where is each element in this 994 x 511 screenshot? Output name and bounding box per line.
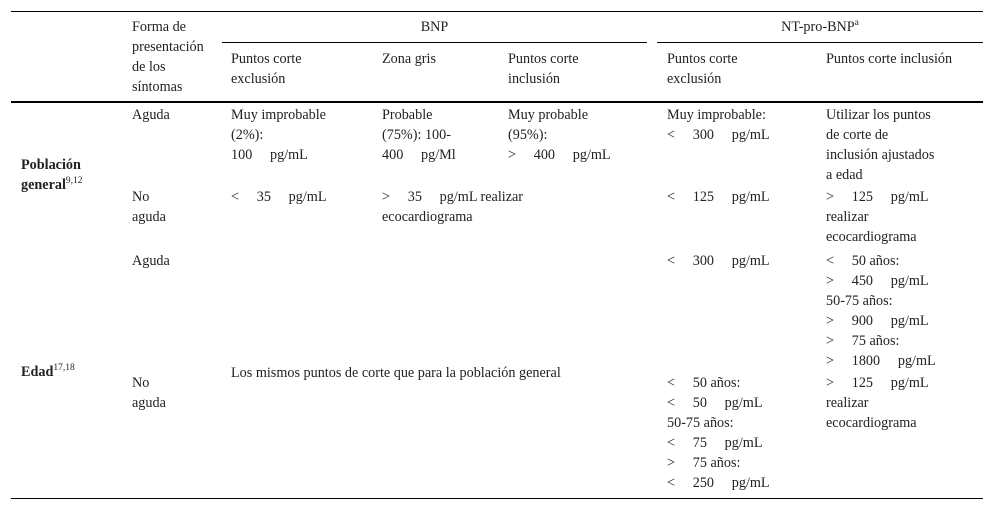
edad-aguda-nt-inclusion-6: > 1800 pg/mL bbox=[826, 353, 936, 369]
poblacion-no-aguda-nt-exclusion: < 125 pg/mL bbox=[667, 189, 770, 205]
edad-no-aguda-forma-1: No bbox=[132, 375, 150, 391]
poblacion-aguda-bnp-exclusion-2: (2%): bbox=[231, 127, 264, 143]
edad-no-aguda-forma-2: aguda bbox=[132, 395, 166, 411]
edad-aguda-nt-exclusion: < 300 pg/mL bbox=[667, 253, 770, 269]
bnp-group-rule bbox=[222, 42, 647, 43]
header-bnp-inclusion-line-1: Puntos corte bbox=[508, 51, 579, 67]
poblacion-no-aguda-bnp-exclusion: < 35 pg/mL bbox=[231, 189, 327, 205]
header-bnp-zona-gris: Zona gris bbox=[382, 51, 436, 67]
edad-aguda-nt-inclusion-5: > 75 años: bbox=[826, 333, 900, 349]
poblacion-no-aguda-bnp-zona-gris-1: > 35 pg/mL realizar bbox=[382, 189, 524, 205]
poblacion-no-aguda-nt-inclusion-1: > 125 pg/mL bbox=[826, 189, 929, 205]
header-forma-line-1: Forma de bbox=[132, 19, 186, 35]
poblacion-aguda-bnp-inclusion-1: Muy probable bbox=[508, 107, 588, 123]
header-nt-exclusion-line-2: exclusión bbox=[667, 71, 722, 87]
poblacion-no-aguda-forma-2: aguda bbox=[132, 209, 166, 225]
edad-no-aguda-nt-exclusion-4: < 75 pg/mL bbox=[667, 435, 763, 451]
row-label-edad-text: Edad bbox=[21, 364, 54, 380]
header-nt-inclusion: Puntos corte inclusión bbox=[826, 51, 953, 67]
poblacion-aguda-nt-exclusion-2: < 300 pg/mL bbox=[667, 127, 770, 143]
poblacion-aguda-nt-inclusion-1: Utilizar los puntos bbox=[826, 107, 931, 123]
poblacion-aguda-bnp-inclusion-3: > 400 pg/mL bbox=[508, 147, 611, 163]
row-label-poblacion-line-1: Población bbox=[21, 157, 81, 173]
header-bnp-exclusion-line-2: exclusión bbox=[231, 71, 286, 87]
poblacion-aguda-bnp-zona-gris-3: 400 pg/Ml bbox=[382, 147, 456, 163]
top-rule bbox=[11, 11, 983, 12]
edad-no-aguda-nt-inclusion-2: realizar bbox=[826, 395, 869, 411]
header-bnp-exclusion-line-1: Puntos corte bbox=[231, 51, 302, 67]
ntprobnp-group-rule bbox=[657, 42, 983, 43]
poblacion-aguda-forma: Aguda bbox=[132, 107, 170, 123]
row-label-poblacion-refs: 9,12 bbox=[65, 176, 83, 186]
edad-aguda-nt-inclusion-2: > 450 pg/mL bbox=[826, 273, 929, 289]
row-label-edad bbox=[21, 362, 75, 382]
header-nt-exclusion-line-1: Puntos corte bbox=[667, 51, 738, 67]
edad-no-aguda-nt-exclusion-3: 50-75 años: bbox=[667, 415, 734, 431]
edad-no-aguda-nt-inclusion-1: > 125 pg/mL bbox=[826, 375, 929, 391]
poblacion-aguda-nt-inclusion-2: de corte de bbox=[826, 127, 889, 143]
edad-no-aguda-nt-exclusion-1: < 50 años: bbox=[667, 375, 741, 391]
edad-no-aguda-nt-inclusion-3: ecocardiograma bbox=[826, 415, 917, 431]
poblacion-aguda-nt-exclusion-1: Muy improbable: bbox=[667, 107, 766, 123]
edad-aguda-forma: Aguda bbox=[132, 253, 170, 269]
edad-aguda-nt-inclusion-1: < 50 años: bbox=[826, 253, 900, 269]
edad-no-aguda-nt-exclusion-6: < 250 pg/mL bbox=[667, 475, 770, 491]
edad-no-aguda-nt-exclusion-2: < 50 pg/mL bbox=[667, 395, 763, 411]
poblacion-aguda-bnp-zona-gris-1: Probable bbox=[382, 107, 433, 123]
poblacion-no-aguda-nt-inclusion-2: realizar bbox=[826, 209, 869, 225]
row-label-edad-refs: 17,18 bbox=[53, 363, 75, 373]
header-forma-line-2: presentación bbox=[132, 39, 204, 55]
edad-no-aguda-nt-exclusion-5: > 75 años: bbox=[667, 455, 741, 471]
header-ntprobnp-footnote: a bbox=[854, 18, 859, 28]
row-label-poblacion-text: general bbox=[21, 177, 66, 193]
header-bnp-inclusion-line-2: inclusión bbox=[508, 71, 561, 87]
row-label-poblacion-line-2 bbox=[21, 175, 83, 195]
header-ntprobnp bbox=[657, 17, 983, 37]
header-forma-line-3: de los bbox=[132, 59, 166, 75]
header-ntprobnp-text: NT-pro-BNP bbox=[781, 19, 855, 35]
poblacion-aguda-bnp-zona-gris-2: (75%): 100- bbox=[382, 127, 451, 143]
header-forma-line-4: síntomas bbox=[132, 79, 183, 95]
poblacion-no-aguda-nt-inclusion-3: ecocardiograma bbox=[826, 229, 917, 245]
poblacion-aguda-bnp-inclusion-2: (95%): bbox=[508, 127, 548, 143]
edad-bnp-text: Los mismos puntos de corte que para la población general bbox=[231, 365, 561, 381]
edad-aguda-nt-inclusion-3: 50-75 años: bbox=[826, 293, 893, 309]
poblacion-no-aguda-bnp-zona-gris-2: ecocardiograma bbox=[382, 209, 473, 225]
poblacion-aguda-bnp-exclusion-3: 100 pg/mL bbox=[231, 147, 308, 163]
edad-aguda-nt-inclusion-4: > 900 pg/mL bbox=[826, 313, 929, 329]
poblacion-aguda-nt-inclusion-3: inclusión ajustados bbox=[826, 147, 935, 163]
poblacion-aguda-bnp-exclusion-1: Muy improbable bbox=[231, 107, 326, 123]
bottom-rule bbox=[11, 498, 983, 499]
poblacion-aguda-nt-inclusion-4: a edad bbox=[826, 167, 863, 183]
poblacion-no-aguda-forma-1: No bbox=[132, 189, 150, 205]
header-bnp: BNP bbox=[420, 19, 449, 35]
header-bottom-rule bbox=[11, 101, 983, 103]
